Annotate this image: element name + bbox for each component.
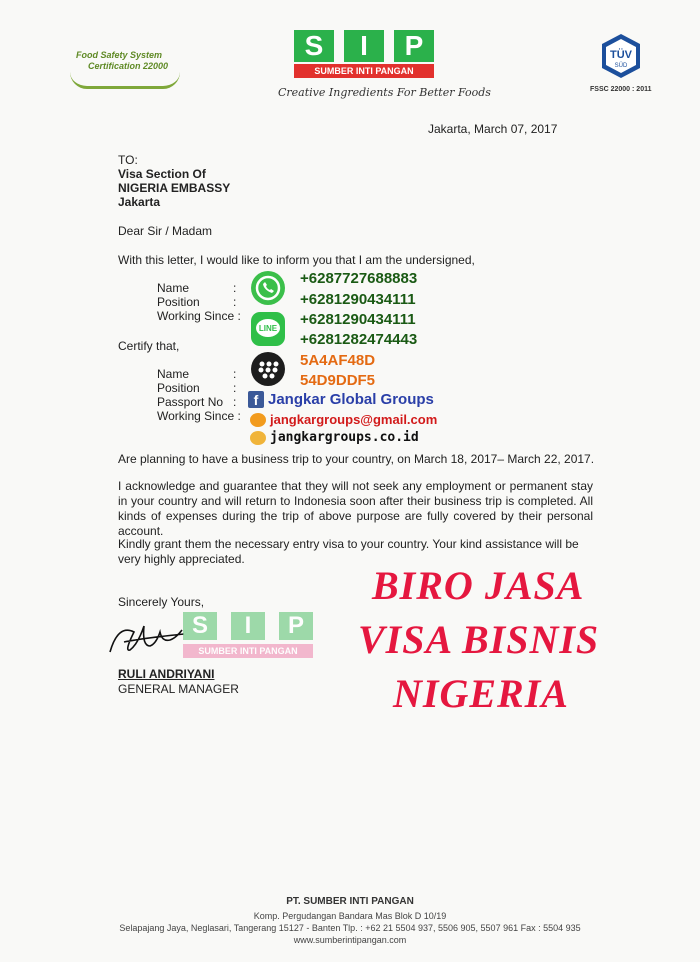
- stamp-letter-s: S: [183, 612, 217, 640]
- sip-company-name: SUMBER INTI PANGAN: [294, 64, 434, 78]
- fssc-logo-line2: Certification 22000: [88, 61, 169, 71]
- applicant-position-label: Position: [157, 381, 200, 395]
- stamp-company-name: SUMBER INTI PANGAN: [183, 644, 313, 658]
- stamp-letter-i: I: [231, 612, 265, 640]
- salutation: Dear Sir / Madam: [118, 224, 213, 238]
- to-label: TO:: [118, 153, 138, 167]
- whatsapp-icon: [251, 271, 285, 305]
- bbm-pin-1: 5A4AF48D: [300, 352, 376, 369]
- signer-name: RULI ANDRIYANI: [118, 667, 215, 681]
- fssc-logo-line1: Food Safety System: [76, 50, 163, 60]
- fssc-certification-label: FSSC 22000 : 2011: [590, 86, 652, 93]
- footer-company: PT. SUMBER INTI PANGAN: [286, 896, 414, 907]
- watermark-line-1: BIRO JASA: [372, 563, 585, 608]
- undersigned-working-since-label: Working Since :: [157, 309, 241, 323]
- stamp-letter-p: P: [279, 612, 313, 640]
- colon: :: [233, 395, 237, 409]
- undersigned-position-label: Position: [157, 295, 200, 309]
- tuv-sud-logo: [597, 32, 645, 80]
- facebook-icon: f: [248, 391, 264, 408]
- contact-website: jangkargroups.co.id: [270, 430, 419, 445]
- phone-number-4: +6281282474443: [300, 331, 418, 348]
- tuv-sub-text: SÜD: [614, 63, 628, 69]
- signer-title: GENERAL MANAGER: [118, 682, 239, 696]
- request-paragraph: Kindly grant them the necessary entry visa to your country. Your kind assistance will be very highly appreciated.: [118, 537, 579, 566]
- fssc-22000-logo: [60, 40, 195, 90]
- applicant-passport-label: Passport No: [157, 395, 224, 409]
- company-tagline: Creative Ingredients For Better Foods: [278, 86, 491, 99]
- recipient-line-3: Jakarta: [118, 195, 161, 209]
- footer-website: www.sumberintipangan.com: [293, 935, 407, 945]
- company-stamp: [183, 612, 313, 660]
- web-icon: [250, 431, 266, 445]
- blackberry-icon: [251, 352, 285, 386]
- letter-date: Jakarta, March 07, 2017: [428, 122, 558, 136]
- colon: :: [233, 367, 237, 381]
- trip-paragraph: Are planning to have a business trip to your country, on March 18, 2017– March 22, 2017.: [118, 452, 595, 466]
- footer-address-2: Selapajang Jaya, Neglasari, Tangerang 15127 - Banten Tlp. : +62 21 5504 937, 5506 905, 5507 961 Fax : 5504 935: [119, 923, 581, 933]
- line-label: LINE: [258, 324, 278, 333]
- phone-number-3: +6281290434111: [300, 311, 416, 328]
- tuv-text: TÜV: [610, 49, 632, 61]
- brand-name: Jangkar Global Groups: [268, 391, 434, 408]
- applicant-name-label: Name: [157, 367, 190, 381]
- recipient-line-1: Visa Section Of: [118, 167, 206, 181]
- bbm-pin-2: 54D9DDF5: [300, 372, 376, 389]
- undersigned-name-label: Name: [157, 281, 190, 295]
- sip-letter-s: S: [294, 30, 334, 62]
- watermark-line-2: VISA BISNIS: [358, 617, 600, 662]
- colon: :: [233, 381, 237, 395]
- fssc-swoosh-icon: [70, 72, 180, 89]
- sip-letter-i: I: [344, 30, 384, 62]
- colon: :: [233, 281, 237, 295]
- line-icon: [251, 312, 285, 346]
- watermark-line-3: NIGERIA: [393, 671, 569, 716]
- intro-paragraph: With this letter, I would like to inform you that I am the undersigned,: [118, 253, 475, 267]
- phone-number-1: +6287727688883: [300, 270, 418, 287]
- certify-label: Certify that,: [118, 339, 180, 353]
- closing: Sincerely Yours,: [118, 595, 205, 609]
- phone-number-2: +6281290434111: [300, 291, 416, 308]
- colon: :: [233, 295, 237, 309]
- contact-email: jangkargroups@gmail.com: [270, 412, 438, 427]
- sip-company-logo: [294, 30, 434, 82]
- email-icon: [250, 413, 266, 427]
- sip-letter-p: P: [394, 30, 434, 62]
- footer-address-1: Komp. Pergudangan Bandara Mas Blok D 10/19: [253, 911, 447, 921]
- applicant-working-since-label: Working Since :: [157, 409, 241, 423]
- guarantee-paragraph: I acknowledge and guarantee that they will not seek any employment or permanent stay in your country and will return to Indonesia soon after their business trip is completed. All kinds of expenses during the trip of above purpose are fully covered by their personal account.: [118, 479, 593, 538]
- recipient-line-2: NIGERIA EMBASSY: [118, 181, 231, 195]
